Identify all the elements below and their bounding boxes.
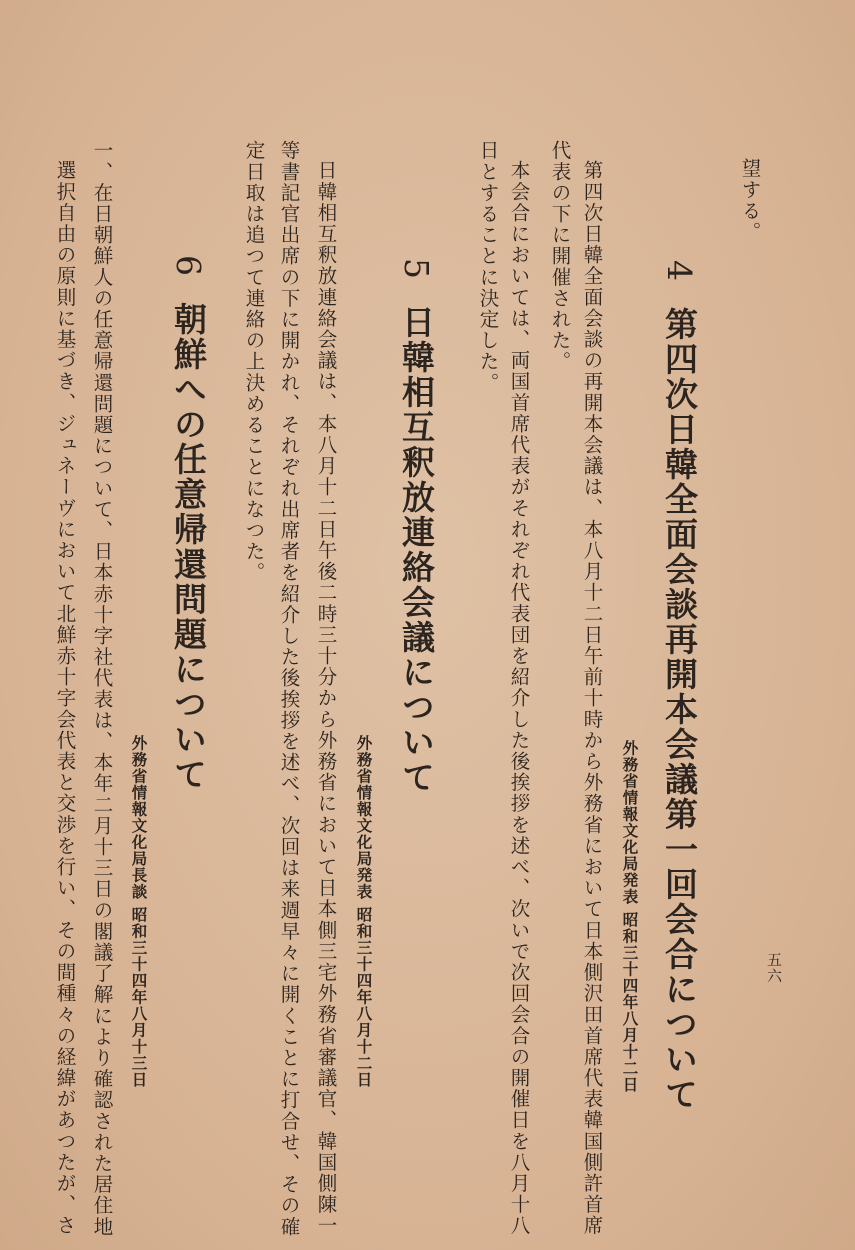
section-5-paragraph-line: 日韓相互釈放連絡会議は、本八月十二日午後二時三十分から外務省において日本側三宅外務省審議官、韓国側陳一: [314, 160, 338, 1237]
section-6-number: 6: [169, 255, 208, 276]
section-6-title: 朝鮮への任意帰還問題について: [169, 302, 208, 792]
section-4-source: 外務省情報文化局発表 昭和三十四年八月十二日: [620, 740, 640, 1093]
section-4-paragraph-line: 第四次日韓全面会談の再開本会議は、本八月十二日午前十時から外務省において日本側沢田首席代表韓国側許首席: [580, 160, 604, 1237]
section-5-title: 日韓相互釈放連絡会議について: [397, 305, 436, 795]
section-6-paragraph-line: 選択自由の原則に基づき、ジュネーヴにおいて北鮮赤十字会代表と交渉を行い、その間種々の経緯があつたが、さ: [53, 160, 77, 1237]
page-number: 五六: [765, 952, 783, 984]
section-6-heading: [169, 255, 208, 792]
section-5-source: 外務省情報文化局発表 昭和三十四年八月十二日: [354, 735, 374, 1088]
section-4-heading: [660, 260, 699, 1112]
section-4-paragraph-line: 本会合においては、両国首席代表がそれぞれ代表団を紹介した後挨拶を述べ、次いで次回会合の開催日を八月十八: [507, 160, 531, 1237]
continuation-text: 望する。: [738, 158, 762, 243]
section-4-paragraph-line: 代表の下に開催された。: [548, 140, 572, 373]
section-6-source: 外務省情報文化局長談 昭和三十四年八月十三日: [129, 735, 149, 1088]
section-5-paragraph-line: 等書記官出席の下に開かれ、それぞれ出席者を紹介した後挨拶を述べ、次回は来週早々に開くことに打合せ、その確: [277, 140, 301, 1238]
section-4-paragraph-line: 日とすることに決定した。: [476, 140, 500, 394]
section-4-title: 第四次日韓全面会談再開本会議第一回会合について: [660, 307, 699, 1112]
section-5-paragraph-line: 定日取は追つて連絡の上決めることになつた。: [242, 140, 266, 584]
section-6-paragraph-line: 一、在日朝鮮人の任意帰還問題について、日本赤十字社代表は、本年二月十三日の閣議了解により確認された居住地: [90, 140, 114, 1238]
section-5-heading: [397, 258, 436, 795]
section-5-number: 5: [397, 258, 436, 279]
section-4-number: 4: [660, 260, 699, 281]
